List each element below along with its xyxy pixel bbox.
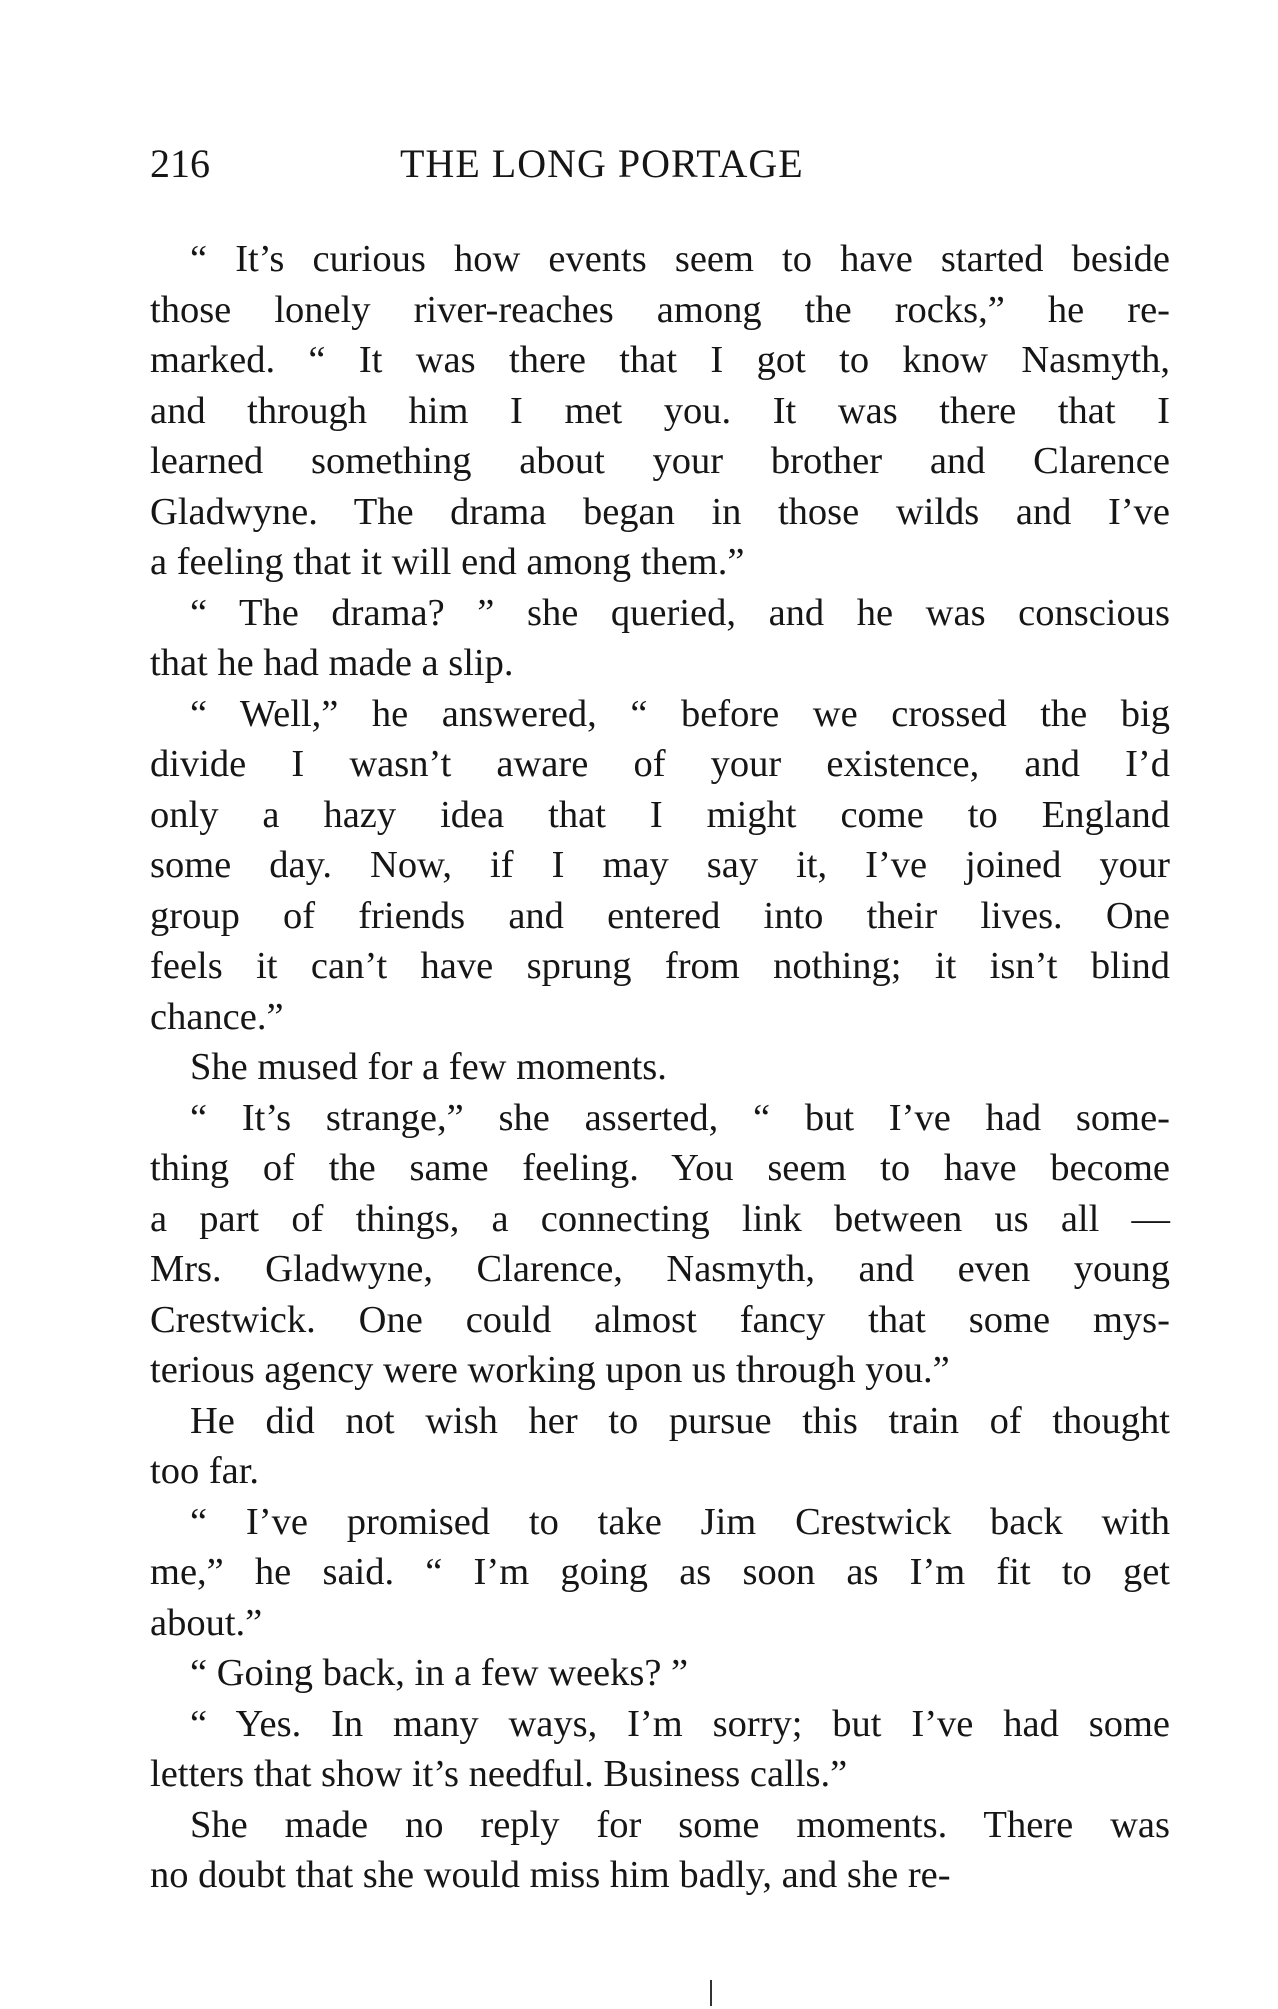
text-line: divide I wasn’t aware of your existence, and I’d bbox=[150, 743, 1170, 785]
paragraph bbox=[150, 1497, 1170, 1649]
text-line: Mrs. Gladwyne, Clarence, Nasmyth, and even young bbox=[150, 1248, 1170, 1290]
paragraph bbox=[150, 234, 1170, 588]
print-speck bbox=[710, 1980, 712, 2006]
text-line: that he had made a slip. bbox=[150, 642, 514, 684]
text-line: only a hazy idea that I might come to England bbox=[150, 793, 1170, 836]
text-line: “ Yes. In many ways, I’m sorry; but I’ve had some bbox=[190, 1702, 1170, 1745]
running-title: THE LONG PORTAGE bbox=[400, 141, 804, 186]
text-line: letters that show it’s needful. Business calls.” bbox=[150, 1753, 848, 1795]
text-line: “ Going back, in a few weeks? ” bbox=[190, 1652, 689, 1694]
text-line: a part of things, a connecting link between us all — bbox=[150, 1197, 1170, 1240]
text-line: thing of the same feeling. You seem to have become bbox=[150, 1147, 1170, 1189]
text-line: too far. bbox=[150, 1450, 260, 1492]
paragraph bbox=[150, 1800, 1170, 1901]
paragraph bbox=[150, 1648, 1170, 1699]
text-line: She mused for a few moments. bbox=[190, 1046, 667, 1088]
text-line: marked. “ It was there that I got to know Nasmyth, bbox=[150, 339, 1170, 381]
text-line: some day. Now, if I may say it, I’ve joined your bbox=[150, 844, 1170, 886]
text-line: “ I’ve promised to take Jim Crestwick back with bbox=[190, 1500, 1170, 1543]
text-line: Gladwyne. The drama began in those wilds and I’ve bbox=[150, 490, 1170, 533]
text-line: She made no reply for some moments. There was bbox=[190, 1803, 1170, 1846]
paragraph bbox=[150, 588, 1170, 689]
text-line: Crestwick. One could almost fancy that some mys- bbox=[150, 1298, 1170, 1341]
paragraph bbox=[150, 1699, 1170, 1800]
text-line: chance.” bbox=[150, 995, 284, 1038]
paragraph bbox=[150, 1093, 1170, 1396]
text-line: about.” bbox=[150, 1601, 263, 1644]
text-line: “ The drama? ” she queried, and he was conscious bbox=[190, 591, 1170, 634]
body-text bbox=[150, 234, 1170, 1901]
paragraph bbox=[150, 1042, 1170, 1093]
text-line: He did not wish her to pursue this train of thought bbox=[190, 1399, 1170, 1442]
text-line: “ It’s strange,” she asserted, “ but I’ve had some- bbox=[190, 1096, 1170, 1139]
text-line: “ It’s curious how events seem to have started beside bbox=[190, 238, 1170, 280]
page-number: 216 bbox=[150, 141, 210, 186]
text-line: group of friends and entered into their lives. One bbox=[150, 894, 1170, 937]
paragraph bbox=[150, 1396, 1170, 1497]
text-line: “ Well,” he answered, “ before we crossed the big bbox=[190, 692, 1170, 735]
text-line: a feeling that it will end among them.” bbox=[150, 541, 745, 583]
book-page bbox=[150, 0, 1170, 2009]
text-line: those lonely river-reaches among the rocks,” he re- bbox=[150, 288, 1170, 331]
paragraph bbox=[150, 689, 1170, 1043]
text-line: learned something about your brother and Clarence bbox=[150, 440, 1170, 482]
text-line: feels it can’t have sprung from nothing; it isn’t blind bbox=[150, 945, 1170, 987]
text-line: terious agency were working upon us through you.” bbox=[150, 1349, 950, 1391]
text-line: me,” he said. “ I’m going as soon as I’m fit to get bbox=[150, 1551, 1170, 1593]
text-line: and through him I met you. It was there that I bbox=[150, 389, 1170, 432]
text-line: no doubt that she would miss him badly, and she re- bbox=[150, 1854, 951, 1896]
running-head bbox=[150, 140, 1170, 200]
